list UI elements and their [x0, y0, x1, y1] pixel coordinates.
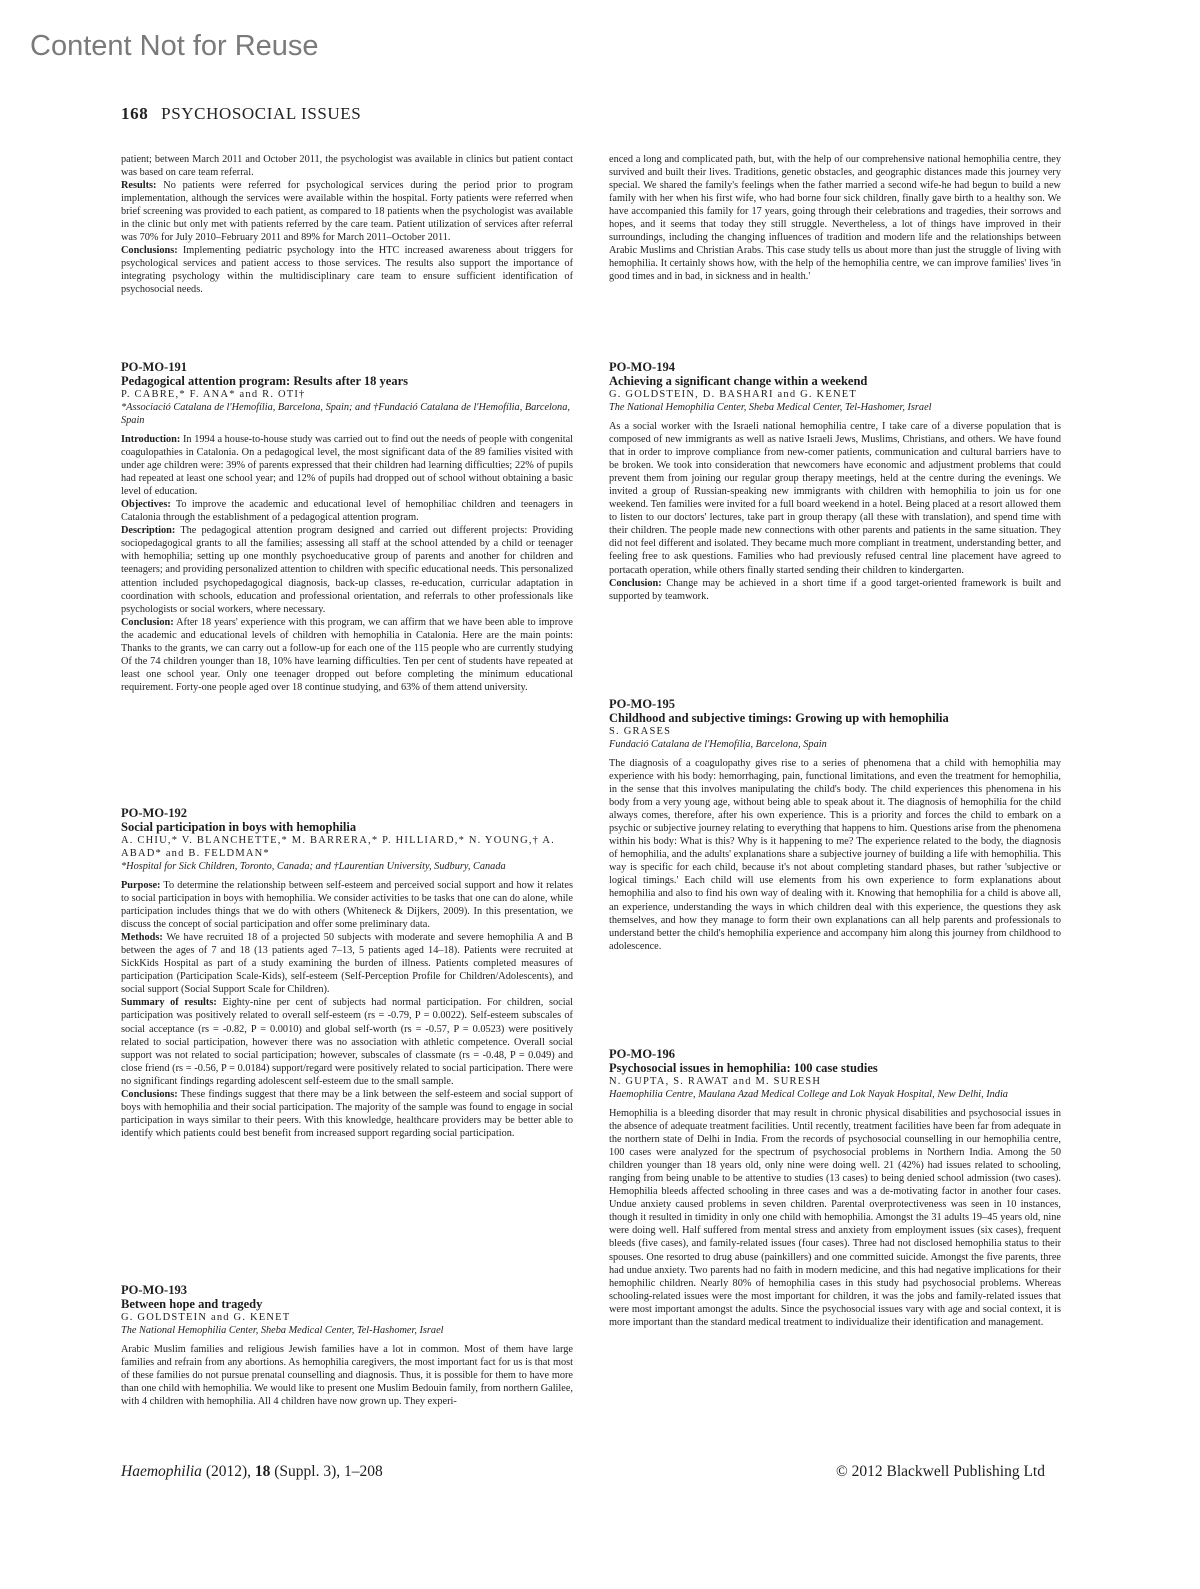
- journal-volume: 18: [254, 1463, 271, 1480]
- abstract-code: PO-MO-191: [121, 360, 187, 374]
- abstract-authors: N. GUPTA, S. RAWAT and M. SURESH: [609, 1076, 822, 1087]
- abstract-affiliation: *Associació Catalana de l'Hemofília, Barcelona, Spain; and †Fundació Catalana de l'Hemofília, Barcelona, Spain: [121, 402, 570, 426]
- journal-year: (2012),: [205, 1463, 252, 1480]
- running-head: [121, 104, 361, 124]
- continued-abstract-right: [609, 153, 1061, 283]
- abstract-po-mo-191: [121, 360, 573, 694]
- footer-copyright: © 2012 Blackwell Publishing Ltd: [836, 1463, 1045, 1480]
- journal-suppl: (Suppl. 3), 1–208: [274, 1463, 383, 1480]
- abstract-po-mo-192: [121, 806, 573, 1140]
- abstract-title: Pedagogical attention program: Results after 18 years: [121, 374, 408, 388]
- footer-citation: [121, 1463, 383, 1481]
- section-title: PSYCHOSOCIAL ISSUES: [161, 104, 362, 123]
- abstract-code: PO-MO-195: [609, 697, 675, 711]
- abstract-title: Between hope and tragedy: [121, 1297, 263, 1311]
- abstract-text: Arabic Muslim families and religious Jewish families have a lot in common. Most of them have large families and refrain from any abortions. As hemophilia caregivers, the most important fact for us is that most of these families do not pursue prenatal counselling and diagnosis. Thus, it is possible for them to have more than one child with hemophilia. We would like to present one Muslim Bedouin family, from northern Galilee, with 4 children with hemophilia. All 4 children have now grown up. They experi-: [121, 1344, 573, 1408]
- abstract-title: Childhood and subjective timings: Growing up with hemophilia: [609, 711, 949, 725]
- abstract-text: Introduction: In 1994 a house-to-house study was carried out to find out the needs of people with congenital coagulopathies in Catalonia. On a pedagogical level, the most significant data of the 89 families visited with under age children were: 39% of parents expressed that their children had learning difficulties; 22% of pupils had repeated at least one school year; and 12% of pupils had dropped out of school without obtaining a basic level of education. Objectives: To improve the academic and educational level of hemophiliac children and teenagers in Catalonia through the establishment of a pedagogical attention program. Description: The pedagogical attention program designed and carried out different projects: Providing sociopedagogical grants to all the families; assessing all staff at the school attended by a child or teenager with hemophilia; setting up one monthly psychoeducative group of parents and another for children and teenagers; and providing personalized attention to children with specific educational needs. This personalized attention included psychopedagogical diagnosis, back-up classes, re-education, curricular adaptation in coordination with schools, education and professional orientation, and referrals to other professionals like psychologists or social workers, where necessary. Conclusion: After 18 years' experience with this program, we can affirm that we have been able to improve the academic and educational levels of children with hemophilia in Catalonia. Here are the main points: Thanks to the grants, we can carry out a follow-up for each one of the 115 people who are currently studying Of the 74 children younger than 18, 10% have learning difficulties. Ten per cent of students have repeated at least one school year. Only one teenager dropped out before completing the minimum educational requirement. Forty-one people aged over 18 continue studying, and 63% of them attend university.: [121, 434, 574, 693]
- abstract-text: As a social worker with the Israeli national hemophilia centre, I take care of a diverse population that is composed of new immigrants as well as native Israeli Jews, Muslims, Christians, and others. We have found that in order to improve compliance from new-comer patients, communication and cultural barriers have to be broken. We took into consideration that newcomers have economic and adjustment problems that could prevent them from joining our regular group therapy meetings, held at the centre during the evenings. We invited a group of Russian-speaking new immigrants with children with hemophilia to join us for one weekend. Ten families were invited for a full board weekend in a hotel. Being placed at a resort allowed them to listen to our doctors' lectures, take part in group therapy (all these with translation), and spend time with their children. The people made new connections with other parents and patients in the same situation. They did not feel different and isolated. They became much more compliant in treatment, understanding better, and feeling free to ask questions. Families who had previously refused central line placement have agreed to portacath operation, while others finally started sending their children to kindergarten. Conclusion: Change may be achieved in a short time if a good target-oriented framework is built and supported by teamwork.: [609, 421, 1061, 602]
- abstract-authors: S. GRASES: [609, 726, 672, 737]
- abstract-po-mo-193: [121, 1283, 573, 1408]
- continued-abstract-left: [121, 153, 573, 297]
- abstract-title: Social participation in boys with hemophilia: [121, 820, 357, 834]
- abstract-authors: A. CHIU,* V. BLANCHETTE,* M. BARRERA,* P. HILLIARD,* N. YOUNG,† A. ABAD* and B. FELDMAN*: [121, 835, 555, 859]
- abstract-affiliation: The National Hemophilia Center, Sheba Medical Center, Tel-Hashomer, Israel: [121, 1325, 444, 1336]
- watermark: Content Not for Reuse: [30, 30, 319, 62]
- abstract-authors: G. GOLDSTEIN and G. KENET: [121, 1312, 291, 1323]
- journal-name: Haemophilia: [121, 1463, 202, 1480]
- abstract-text: patient; between March 2011 and October 2011, the psychologist was available in clinics but patient contact was based on care team referral. Results: No patients were referred for psychological services during the period prior to program implementation, although the services were available within the hospital. Forty patients were referred when brief screening was provided to each patient, as compared to 18 patients when the psychologist was available in the clinic but only met with patients referred by the care team. Patient utilization of services after referral was 70% for July 2010–February 2011 and 89% for March 2011–October 2011. Conclusions: Implementing pediatric psychology into the HTC increased awareness about triggers for psychological services and patient access to those services. The results also support the importance of integrating psychology within the multidisciplinary care team to ensure sufficient identification of psychosocial needs.: [121, 154, 573, 296]
- abstract-code: PO-MO-193: [121, 1283, 187, 1297]
- abstract-po-mo-196: [609, 1047, 1061, 1329]
- abstract-authors: G. GOLDSTEIN, D. BASHARI and G. KENET: [609, 389, 857, 400]
- abstract-affiliation: Haemophilia Centre, Maulana Azad Medical College and Lok Nayak Hospital, New Delhi, India: [609, 1089, 1008, 1100]
- page-number: 168: [121, 104, 149, 123]
- abstract-text: Hemophilia is a bleeding disorder that may result in chronic physical disabilities and psychosocial issues in the absence of adequate treatment facilities. Until recently, treatment facilities have been far from adequate in the northern state of Delhi in India. From the records of psychosocial counselling in our hemophilia centre, 100 cases were analyzed for the spectrum of psychosocial problems in Northern India. Among the 50 children younger than 18 years old, only nine were doing well. 21 (42%) had issues related to schooling, ranging from being unable to be attentive to studies (13 cases) to being denied school admission (two cases). Hemophilia bleeds affected schooling in three cases and was a de-motivating factor in another four cases. Undue anxiety caused problems in seven children. Parental overprotectiveness was seen in 10 instances, though it resulted in timidity in only one child with hemophilia. Amongst the 31 adults 19–45 years old, nine were doing well. Half suffered from mental stress and anxiety from employment issues (six cases), frequent bleeds (five cases), and family-related issues (four cases). Three had not disclosed hemophilia status to their spouses. One resorted to drug abuse (painkillers) and one committed suicide. Amongst the five parents, three had undue anxiety. Two parents had no faith in modern medicine, and this had negative implications for their hemophilic children. Nearly 80% of hemophilia cases in this study had psychosocial problems. Whereas schooling-related issues were the most important for children, it was the jobs and family-related issues that were most important amongst the adults. Since the psychosocial issues vary with age and social context, it is more important than the standard medical treatment to individualize their identification and management.: [609, 1108, 1061, 1328]
- abstract-code: PO-MO-196: [609, 1047, 675, 1061]
- abstract-authors: P. CABRE,* F. ANA* and R. OTI†: [121, 389, 306, 400]
- abstract-text: enced a long and complicated path, but, with the help of our comprehensive national hemophilia centre, they survived and built their lives. Traditions, genetic obstacles, and geographic distances made this journey very special. We shared the family's feelings when the father married a second wife-he had begun to build a new family with her when his first wife, who had borne four sick children, finally gave birth to a healthy son. We have accompanied this family for 17 years, going through their celebrations and tragedies, their sorrows and hopes, and it seems that today they still struggle. Nevertheless, a lot of things have improved in their surroundings, including the changing influences of tradition and modern life and the relationships between Arabic Muslims and Christian Arabs. This case study tells us about more than just the struggle of living with hemophilia. It certainly shows how, with the help of the hemophilia centre, we can improve families' lives 'in good times and in bad, in sickness and in health.': [609, 154, 1061, 283]
- abstract-title: Achieving a significant change within a weekend: [609, 374, 868, 388]
- abstract-po-mo-194: [609, 360, 1061, 603]
- abstract-code: PO-MO-192: [121, 806, 187, 820]
- abstract-title: Psychosocial issues in hemophilia: 100 case studies: [609, 1061, 878, 1075]
- abstract-affiliation: The National Hemophilia Center, Sheba Medical Center, Tel-Hashomer, Israel: [609, 402, 932, 413]
- abstract-text: The diagnosis of a coagulopathy gives rise to a series of phenomena that a child with hemophilia may experience with his body: hemorrhaging, pain, functional limitations, and even the treatment for hemophilia, in the sense that this involves manipulating the child's body. The child experiences this phenomena in his body from a very young age, without being able to speak about it. The diagnosis of hemophilia for the child always comes, therefore, after his own experience. This is a priority and forces the child to embark on a psychic or subjective journey relating to everything that happens to him. Questions arise from the phenomena within his body: What is this? Why is it happening to me? The experience related to the body, the diagnosis of hemophilia, and the adults' explanations share a subjective journey of building a life with hemophilia. This way is specific for each child, because it's not about completing standard phases, but rather 'subjective or logical timings.' Each child will use elements from his own experience to form explanations about hemophilia and also to find his own way of dealing with it. Knowing that hemophilia for a child is above all, an experience, understanding the ways in which children deal with this experience, the questions they ask themselves, and how they manage to form their own explanations can all help parents and professionals to understand better the child's hemophilia experience and accompany him along this journey from childhood to adolescence.: [609, 758, 1061, 952]
- abstract-affiliation: *Hospital for Sick Children, Toronto, Canada; and †Laurentian University, Sudbury, Canada: [121, 861, 506, 872]
- abstract-affiliation: Fundació Catalana de l'Hemofília, Barcelona, Spain: [609, 739, 827, 750]
- abstract-code: PO-MO-194: [609, 360, 675, 374]
- abstract-text: Purpose: To determine the relationship between self-esteem and perceived social support and how it relates to social participation in boys with hemophilia. We consider activities to be tasks that one can do alone, while participation includes things that we do with others (Whiteneck & Dijkers, 2009). In this presentation, we discuss the concept of social participation and offer some preliminary data. Methods: We have recruited 18 of a projected 50 subjects with moderate and severe hemophilia A and B between the ages of 7 and 18 (13 patients aged 7–13, 5 patients aged 14–18). Patients were recruited at SickKids Hospital as part of a study examining the burden of illness. Patients completed measures of participation (Participation Scale-Kids), self-esteem (Self-Perception Profile for Children/Adolescents), and social support (Social Support Scale for Children). Summary of results: Eighty-nine per cent of subjects had normal participation. For children, social participation was positively related to overall self-esteem (rs = -0.79, P = 0.0022). Self-esteem subscales of social acceptance (rs = -0.82, P = 0.0010) and global self-worth (rs = -0.57, P = 0.0523) were positively related to social participation, however there was no association with athletic competence. Overall social support was not related to social participation; however, subscales of classmate (rs = -0.48, P = 0.049) and close friend (rs = -0.56, P = 0.0184) support/regard were positively related to social participation. There were no significant findings regarding adolescent self-esteem due to the small sample. Conclusions: These findings suggest that there may be a link between the self-esteem and social support of boys with hemophilia and their social participation. The majority of the sample was found to engage in social participation in ways similar to their peers. With this knowledge, healthcare providers may be better able to identify which patients could best benefit from increased support regarding social participation.: [121, 880, 574, 1139]
- abstract-po-mo-195: [609, 697, 1061, 953]
